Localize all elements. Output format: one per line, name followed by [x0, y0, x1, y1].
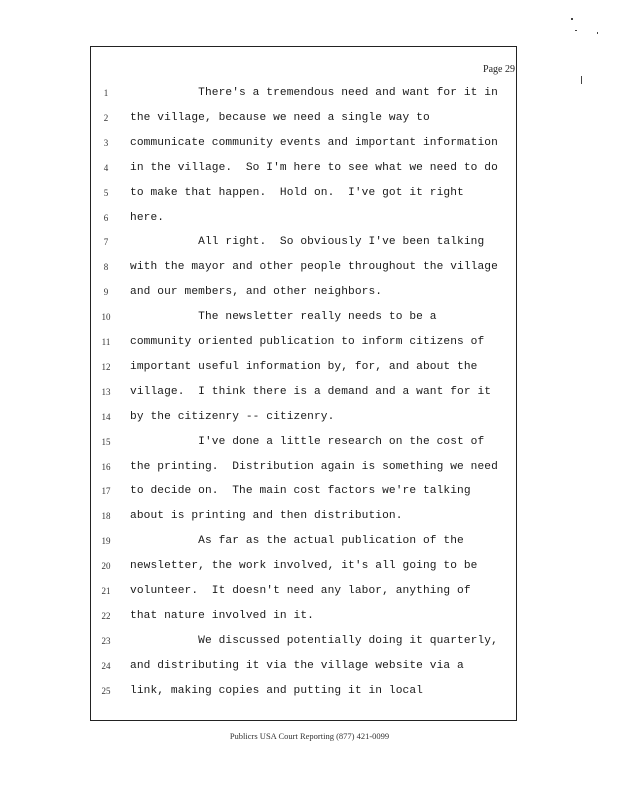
scan-speck: [571, 18, 573, 20]
transcript-line: newsletter, the work involved, it's all going to be: [130, 560, 478, 573]
line-number: 19: [101, 536, 111, 547]
transcript-line: We discussed potentially doing it quarterly,: [130, 634, 498, 647]
line-number: 1: [103, 88, 109, 98]
line-number: 14: [101, 411, 111, 422]
line-number: 13: [101, 386, 111, 397]
transcript-line: to make that happen. Hold on. I've got it right: [130, 186, 464, 199]
transcript-line: in the village. So I'm here to see what we need to do: [130, 161, 498, 174]
line-number: 21: [101, 586, 111, 596]
line-number: 11: [101, 337, 111, 347]
transcript-line: and distributing it via the village website via a: [130, 659, 464, 672]
transcript-line: and our members, and other neighbors.: [130, 286, 383, 299]
transcript-line: I've done a little research on the cost of: [130, 435, 485, 448]
line-number: 10: [101, 312, 111, 323]
line-number: 18: [101, 511, 111, 522]
transcript-line: As far as the actual publication of the: [130, 535, 464, 548]
line-number: 15: [101, 436, 111, 447]
line-number: 4: [103, 162, 109, 173]
line-number: 17: [101, 486, 111, 497]
transcript-line: There's a tremendous need and want for it in: [130, 87, 498, 99]
transcript-line: to decide on. The main cost factors we're talking: [130, 485, 471, 498]
transcript-line: by the citizenry -- citizenry.: [130, 410, 335, 423]
line-number: 16: [101, 461, 111, 472]
scan-speck: [597, 32, 598, 34]
transcript-line: communicate community events and important information: [130, 136, 498, 149]
transcript-line: volunteer. It doesn't need any labor, anything of: [130, 585, 471, 597]
line-number: 8: [103, 262, 109, 273]
line-number: 22: [101, 610, 111, 621]
transcript-line: village. I think there is a demand and a want for it: [130, 385, 492, 398]
scan-speck: [581, 76, 582, 84]
court-reporter-footer: Publicrs USA Court Reporting (877) 421-0099: [229, 731, 390, 741]
line-number: 25: [101, 685, 111, 696]
transcript-line: community oriented publication to inform citizens of: [130, 336, 485, 348]
line-number: 20: [101, 561, 111, 572]
transcript-line: important useful information by, for, and about the: [130, 360, 478, 373]
line-number: 12: [101, 361, 111, 372]
transcript-line: about is printing and then distribution.: [130, 510, 403, 523]
transcript-line: that nature involved in it.: [130, 609, 314, 622]
transcript-line: here.: [130, 211, 165, 224]
transcript-line: the village, because we need a single way to: [130, 111, 430, 124]
transcript-line: with the mayor and other people throughout the village: [130, 261, 498, 274]
line-number: 9: [103, 287, 109, 298]
line-number: 3: [103, 137, 109, 148]
line-number: 7: [103, 237, 109, 248]
line-number: 23: [101, 635, 111, 646]
transcript-line: link, making copies and putting it in local: [130, 684, 423, 697]
transcript-line: the printing. Distribution again is something we need: [130, 460, 498, 473]
line-number: 2: [103, 112, 109, 123]
page-number: Page 29: [483, 64, 515, 75]
line-number: 6: [103, 212, 109, 223]
scan-speck: [575, 30, 577, 31]
transcript-line: The newsletter really needs to be a: [130, 311, 437, 324]
transcript-line: All right. So obviously I've been talking: [130, 236, 485, 249]
line-number: 5: [103, 187, 109, 198]
line-number: 24: [101, 660, 111, 671]
